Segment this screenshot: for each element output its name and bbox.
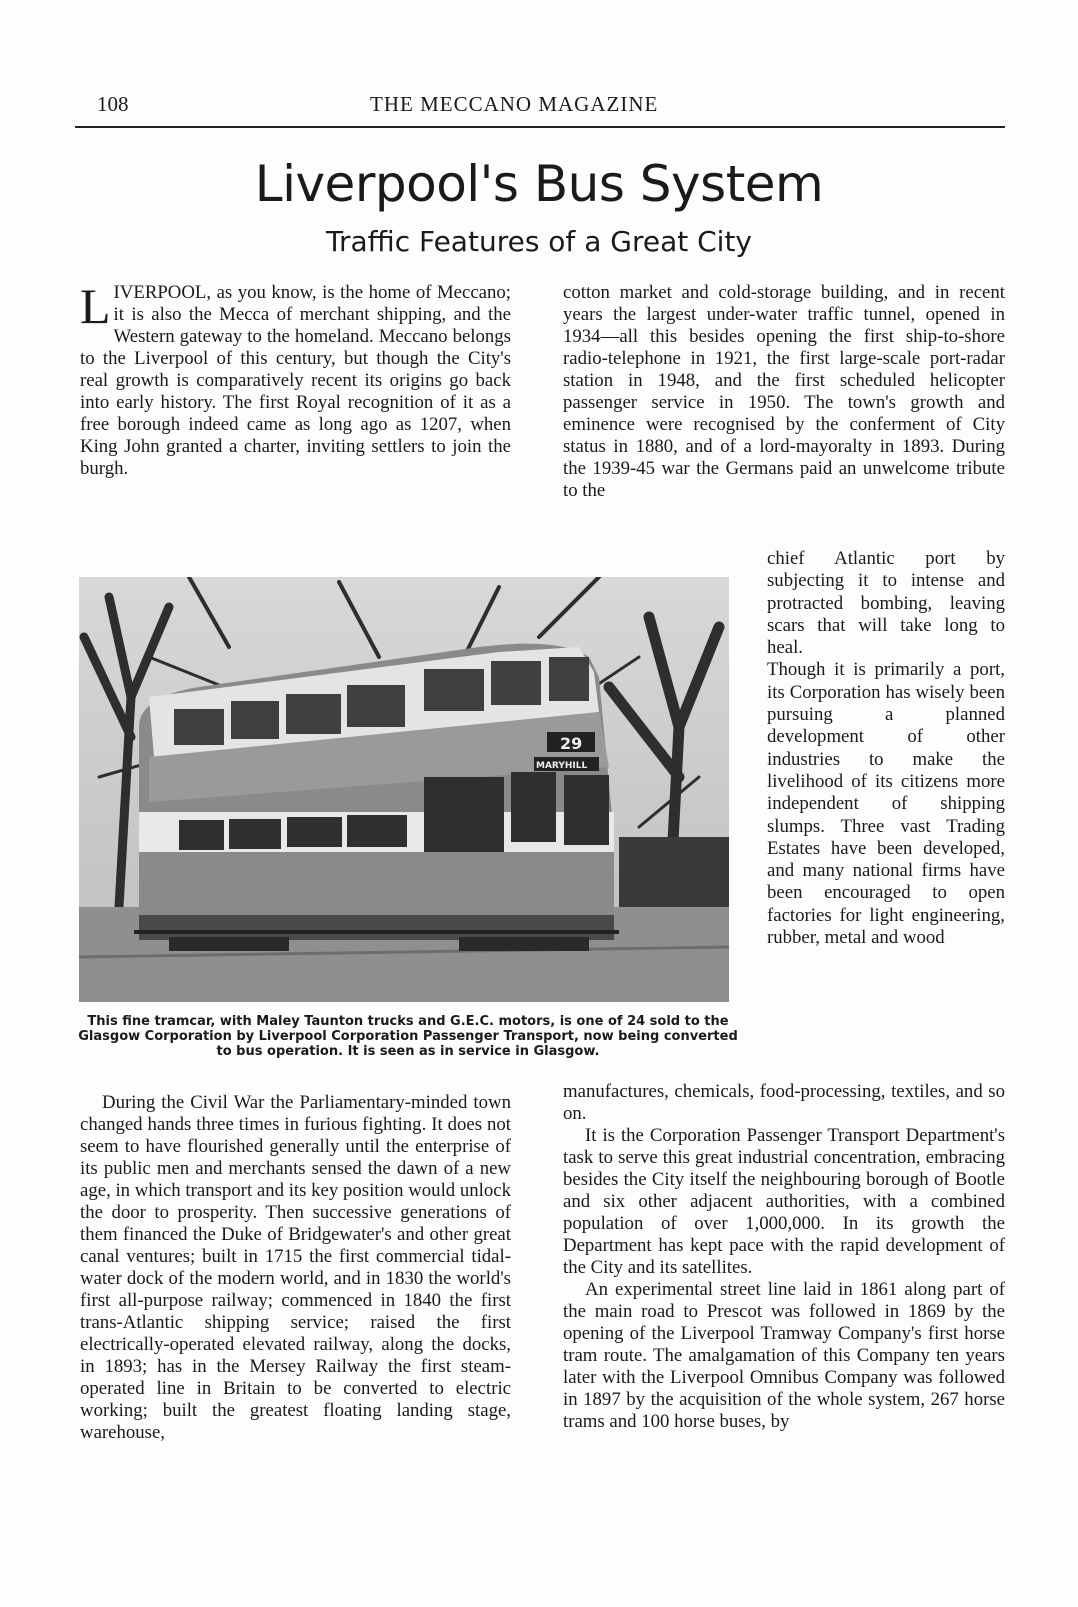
drop-cap: L (80, 278, 111, 334)
right-bottom-paragraph-2: It is the Corporation Passenger Transport Department's task to serve this great industrial concentration, embracing besides the City itself the neighbouring borough of Bootle and six other adjacent authorities, with a combined population of over 1,000,000. In its growth the Department has kept pace with the rapid development of the City and its satellites. (563, 1125, 1005, 1278)
right-bottom-paragraph-1: manufactures, chemicals, food-processing, textiles, and so on. (563, 1081, 1005, 1124)
right-top-paragraph: cotton market and cold-storage building, and in recent years the largest under-water traffic tunnel, opened in 1934—all this besides opening the first ship-to-shore radio-telephone in 1921, the first large-scale port-radar station in 1948, and the first scheduled helicopter passenger service in 1950. The town's growth and eminence were recognised by the conferment of City status in 1880, and of a lord-mayoralty in 1893. During the 1939-45 war the Germans paid an unwelcome tribute to the (563, 282, 1005, 501)
left-column-top (80, 278, 511, 480)
left-column-bottom (80, 1092, 511, 1444)
running-title: THE MECCANO MAGAZINE (370, 92, 659, 116)
intro-paragraph (80, 278, 511, 480)
intro-text: IVERPOOL, as you know, is the home of Meccano; it is also the Mecca of merchant shipping, and the Western gateway to the homeland. Meccano belongs to the Liverpool of this century, but though the City's real growth is comparatively recent its origins go back into early history. The first Royal recognition of it as a free borough indeed came as long ago as 1207, when King John granted a charter, inviting settlers to join the burgh. (80, 282, 511, 479)
wrap-paragraph-1: chief Atlantic port by subjecting it to intense and protracted bombing, leaving scars that will take long to heal. (767, 548, 1005, 659)
route-number: 29 (560, 734, 583, 753)
civil-war-paragraph: During the Civil War the Parliamentary-minded town changed hands three times in furious fighting. It does not seem to have flourished generally until the enterprise of its public men and merchants sensed the dawn of a new age, in which transport and its key position would unlock the door to prosperity. Then successive generations of them financed the Duke of Bridgewater's and other great canal ventures; built in 1715 the first commercial tidal-water dock of the modern world, and in 1830 the world's first all-purpose railway; commenced in 1840 the first trans-Atlantic shipping service; raised the first electrically-operated elevated railway, along the docks, in 1893; has in the Mersey Railway the first steam-operated line in Britain to be converted to electric working; built the greatest floating landing stage, warehouse, (80, 1092, 511, 1443)
article-subtitle: Traffic Features of a Great City (325, 225, 752, 258)
destination-sign: MARYHILL (536, 761, 588, 771)
photo-caption: This fine tramcar, with Maley Taunton trucks and G.E.C. motors, is one of 24 sold to the Glasgow Corporation by Liverpool Corporation Passenger Transport, now being converted to bus operation. It is seen as in service in Glasgow. (78, 1014, 738, 1059)
tramcar-illustration (79, 577, 729, 1002)
header-rule (75, 126, 1005, 128)
right-bottom-paragraph-3: An experimental street line laid in 1861 along part of the main road to Prescot was followed in 1869 by the opening of the Liverpool Tramway Company's first horse tram route. The amalgamation of this Company ten years later with the Liverpool Omnibus Company was followed in 1897 by the acquisition of the whole system, 267 horse trams and 100 horse buses, by (563, 1279, 1005, 1432)
right-column-bottom (563, 1081, 1005, 1433)
wrap-paragraph-2: Though it is primarily a port, its Corporation has wisely been pursuing a planned development of other industries to make the livelihood of its citizens more independent of shipping slumps. Three vast Trading Estates have been developed, and many national firms have been encouraged to open factories for light engineering, rubber, metal and wood (767, 659, 1005, 949)
page-number: 108 (97, 92, 129, 116)
photo-wrap-text (767, 548, 1005, 949)
tramcar-photo (79, 577, 729, 1002)
right-column-top (563, 282, 1005, 502)
page-header (75, 92, 1005, 126)
article-title: Liverpool's Bus System (254, 155, 824, 213)
